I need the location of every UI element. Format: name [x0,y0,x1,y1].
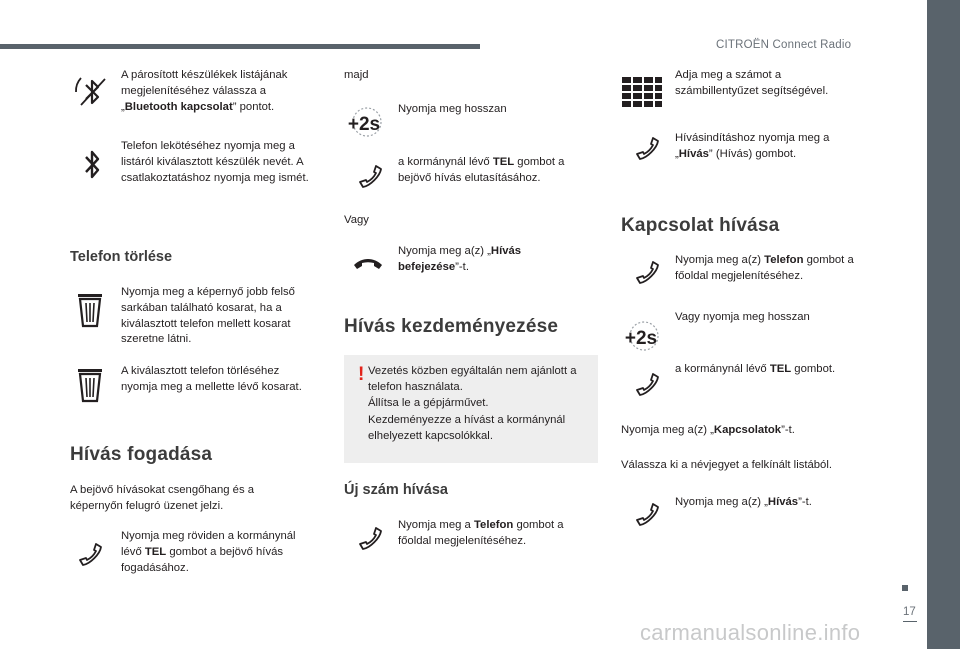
phone-icon [627,252,671,296]
phone-icon [350,518,394,562]
bluetooth-icon [70,70,114,114]
phone-icon [627,494,671,538]
contact-hold-text: Vagy nyomja meg hosszan [675,311,810,323]
contact-phone-text: Nyomja meg a(z) Telefon gombot a főoldal megjelenítéséhez. [675,254,854,282]
then-text: majd [344,69,369,81]
header-bar [0,44,480,49]
phone-icon [627,364,671,408]
trash-icon [68,363,112,407]
or-text: Vagy [344,214,369,226]
new-number-text: Nyomja meg a Telefon gombot a főoldal megjelenítéséhez. [398,519,564,547]
phone-icon [627,128,671,172]
warning-icon: ! [358,364,365,385]
watermark: carmanualsonline.info [640,620,861,645]
bt-disconnect-text: Telefon lekötéséhez nyomja meg a listáról kiválasztott készülék nevét. A csatlakoztatáshoz nyomja meg ismét. [121,140,309,184]
contact-tel-text: a kormánynál lévő TEL gombot. [675,363,836,375]
trash-select-text: Nyomja meg a képernyő jobb felső sarkában található kosarat, ha a kiválasztott telefon mellett kosarat szeretne látni. [121,286,295,346]
final-call-text: Nyomja meg a(z) „Hívás”-t. [675,496,812,508]
page-number-rule [903,621,917,622]
header-brand: CITROËN Connect Radio [716,39,852,51]
press-2s-icon [342,99,386,143]
hang-up-icon [346,240,390,284]
section-heading-initiate: Hívás kezdeményezése [344,316,559,337]
page-marker [902,585,908,591]
warning-box [344,355,598,463]
bt-list-text: A párosított készülékek listájának megjelenítéséhez válassza a „Bluetooth kapcsolat” pontot. [121,69,288,113]
trash-icon [68,288,112,332]
section-heading-receive: Hívás fogadása [70,444,213,465]
keypad-icon [621,71,663,115]
choose-contact-text: Válassza ki a névjegyet a felkínált listából. [621,459,832,471]
end-call-text: Nyomja meg a(z) „Hívás befejezése”-t. [398,245,522,273]
press-2s-badge: +2s [347,114,381,135]
section-heading-new-number: Új szám hívása [344,482,448,498]
page-side-band [927,0,960,649]
phone-icon [350,156,394,200]
press-2s-badge: +2s [624,328,658,349]
keypad-text: Adja meg a számot a számbillentyűzet segítségével. [675,69,829,97]
section-heading-contact: Kapcsolat hívása [621,215,780,236]
page-number: 17 [903,606,916,618]
bluetooth-icon [70,143,114,187]
phone-icon [70,534,114,578]
hold-text: Nyomja meg hosszan [398,103,507,115]
receive-short-press-text: Nyomja meg röviden a kormánynál lévő TEL gombot a bejövő hívás fogadásához. [121,530,296,574]
warning-text: Vezetés közben egyáltalán nem ajánlott a telefon használata. Állítsa le a gépjárművet. Kezdeményezze a hívást a kormánynál elhelyezett kapcsolókkal. [368,365,577,442]
contacts-text: Nyomja meg a(z) „Kapcsolatok”-t. [621,424,795,436]
call-start-text: Hívásindításhoz nyomja meg a „Hívás” (Hívás) gombot. [675,132,830,160]
reject-text: a kormánynál lévő TEL gombot a bejövő hívás elutasításához. [398,156,565,184]
section-heading-delete: Telefon törlése [70,249,173,265]
receive-intro-text: A bejövő hívásokat csengőhang és a képernyőn felugró üzenet jelzi. [70,484,255,512]
press-2s-icon [619,313,663,357]
trash-delete-text: A kiválasztott telefon törléséhez nyomja meg a mellette lévő kosarat. [121,365,302,393]
